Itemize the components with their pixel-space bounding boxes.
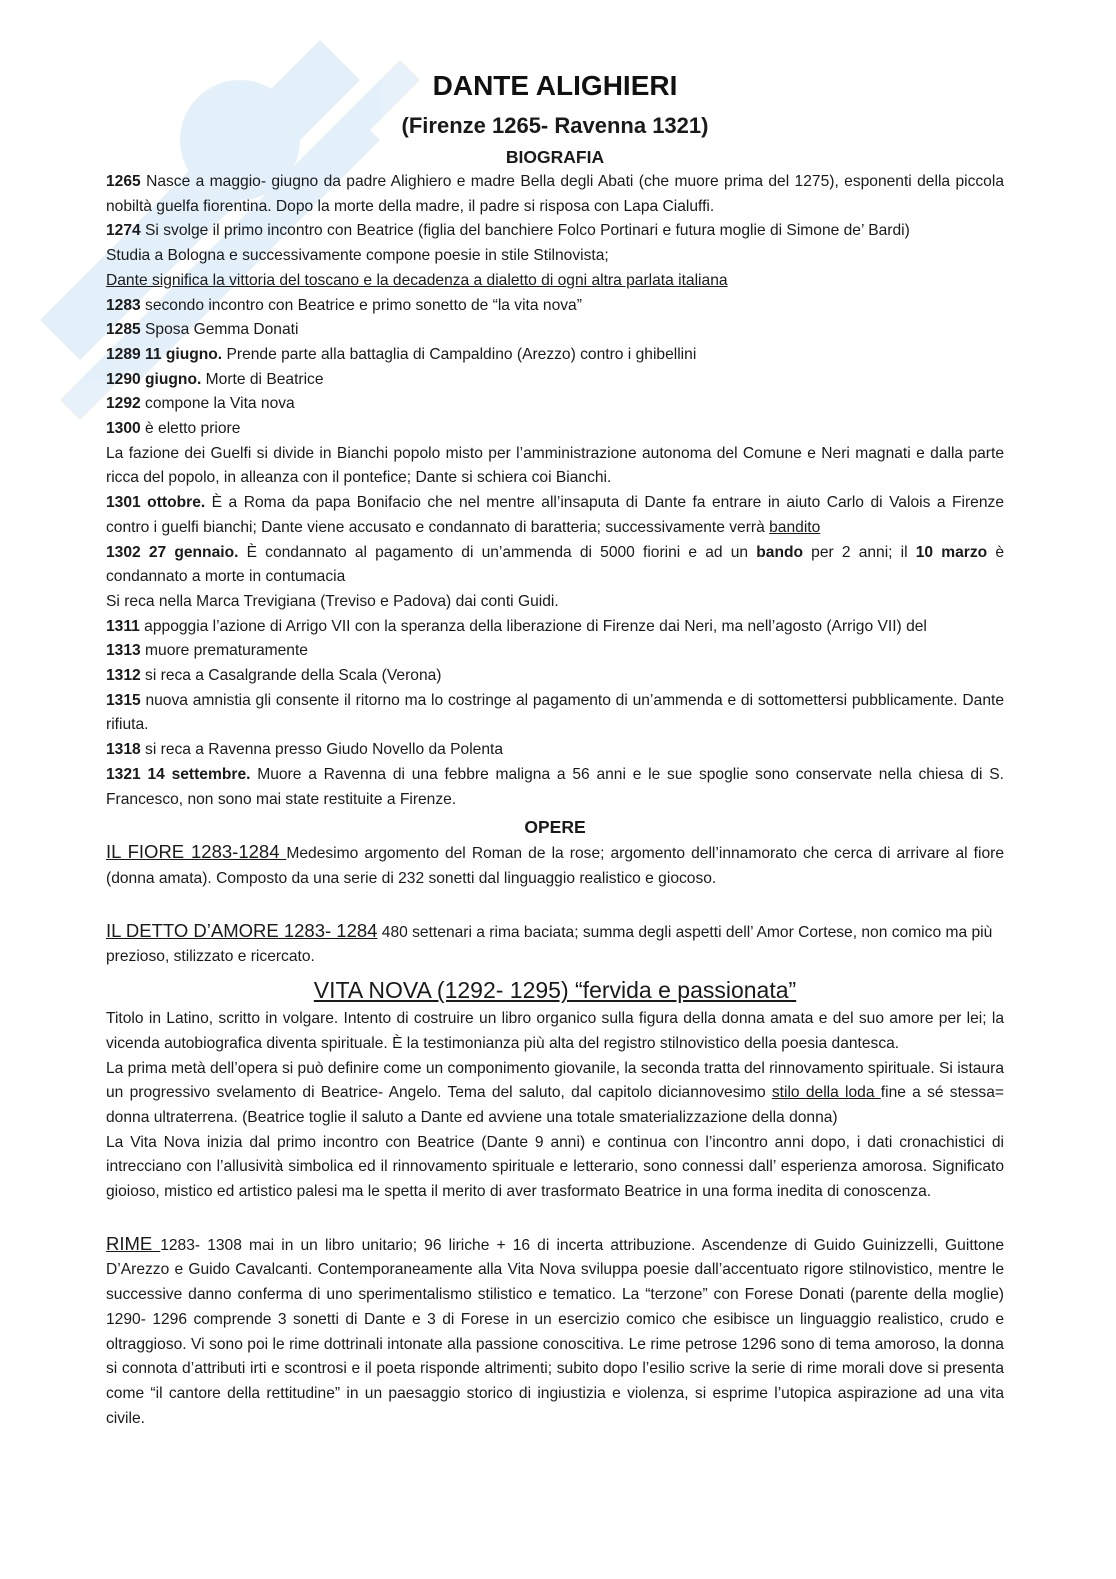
bio-entry: 1312 si reca a Casalgrande della Scala (Verona)	[106, 667, 442, 685]
bio-entry: 1318 si reca a Ravenna presso Giudo Novello da Polenta	[106, 741, 504, 759]
bio-entry: 1285 Sposa Gemma Donati	[106, 321, 299, 339]
bio-entry: 1301 ottobre. È a Roma da papa Bonifacio che nel mentre all’insaputa di Dante fa entrare in aiuto Carlo di Valois a Firenze contro i guelfi bianchi; Dante viene accusato e condannato di baratteria; successivamente verrà bandito	[106, 494, 1004, 536]
bio-entry: 1283 secondo incontro con Beatrice e primo sonetto de “la vita nova”	[106, 296, 582, 314]
vita-nova-title: VITA NOVA (1292- 1295) “fervida e passionata”	[313, 977, 797, 1004]
bio-entry-underlined: Dante significa la vittoria del toscano e la decadenza a dialetto di ogni altra parlata italiana	[106, 271, 728, 289]
bio-entry: 1300 è eletto priore	[106, 420, 241, 438]
opera-fiore-title: IL FIORE 1283-1284	[106, 841, 287, 863]
opera-detto-title: IL DETTO D’AMORE 1283- 1284	[106, 919, 378, 941]
vita-nova-p3: La Vita Nova inizia dal primo incontro con Beatrice (Dante 9 anni) e continua con l’incontro anni dopo, i dati cronachistici di intrecciano con l’allusività simbolica ed il rinnovamento spirituale e letterario, sono connessi dall’ esperienza amorosa. Significato gioioso, mistico ed artistico palesi ma le spetta il merito di aver trasformato Beatrice in una forma inedita di conoscenza.	[106, 1133, 1004, 1201]
opera-rime: RIME 1283- 1308 mai in un libro unitario; 96 liriche + 16 di incerta attribuzione. Ascendenze di Guido Guinizzelli, Guittone D’Arezzo e Guido Cavalcanti. Contemporaneamente alla Vita Nova sviluppa poesie dall’accentuato rigore stilnovistico, mentre le successive danno conferma di uno sperimentalismo stilistico e tematico. La “terzone” con Forese Donati (parente della moglie) 1290- 1296 comprende 3 sonetti di Dante e 3 di Forese in un esercizio comico che esibisce un linguaggio realistico, crudo e oltraggioso. Vi sono poi le rime dottrinali intonate alla passione conoscitiva. Le rime petrose 1296 sono di tema amoroso, la donna si connota d’attributi irti e scontrosi e il poeta risponde altrimenti; subito dopo l’esilio scrive la serie di rime morali dove si presenta come “il cantore della rettitudine” in un paesaggio storico di ingiustizia e violenza, si esprime l’utopica aspirazione ad una vita civile.	[106, 1232, 1004, 1427]
page-subtitle: (Firenze 1265- Ravenna 1321)	[401, 113, 709, 138]
bio-entry: Si reca nella Marca Trevigiana (Treviso e Padova) dai conti Guidi.	[106, 592, 559, 610]
bio-entry: La fazione dei Guelfi si divide in Bianchi popolo misto per l’amministrazione autonoma del Comune e Neri magnati e dalla parte ricca del popolo, in alleanza con il pontefice; Dante si schiera coi Bianchi.	[106, 444, 1004, 487]
bio-entry: 1313 muore prematuramente	[106, 642, 308, 660]
bio-entry: 1315 nuova amnistia gli consente il ritorno ma lo costringe al pagamento di un’ammenda e di sottomettersi pubblicamente. Dante rifiuta.	[106, 691, 1004, 734]
bio-entry: 1311 appoggia l’azione di Arrigo VII con la speranza della liberazione di Firenze dai Neri, ma nell’agosto (Arrigo VII) del	[106, 617, 927, 635]
vita-nova-p1: Titolo in Latino, scritto in volgare. Intento di costruire un libro organico sulla figura della donna amata e del suo amore per lei; la vicenda autobiografica diventa spirituale. È la testimonianza più alta del registro stilnovistico della poesia dantesca.	[106, 1010, 1004, 1052]
biografia-heading: BIOGRAFIA	[505, 147, 605, 167]
bio-entry: 1292 compone la Vita nova	[106, 395, 295, 413]
bio-entry: 1290 giugno. Morte di Beatrice	[106, 370, 324, 388]
opere-heading: OPERE	[524, 817, 586, 838]
bio-entry: 1289 11 giugno. Prende parte alla battaglia di Campaldino (Arezzo) contro i ghibellini	[106, 345, 697, 363]
bio-entry: 1302 27 gennaio. È condannato al pagamento di un’ammenda di 5000 fiorini e ad un bando per 2 anni; il 10 marzo è condannato a morte in contumacia	[106, 543, 1005, 586]
bio-entry: 1265 Nasce a maggio- giugno da padre Alighiero e madre Bella degli Abati (che muore prima del 1275), esponenti della piccola nobiltà guelfa fiorentina. Dopo la morte della madre, il padre si risposa con Lapa Cialuffi.	[106, 173, 1004, 215]
opera-detto: IL DETTO D’AMORE 1283- 1284 480 settenari a rima baciata; summa degli aspetti dell’ Amor Cortese, non comico ma più prezioso, stilizzato e ricercato.	[106, 919, 993, 966]
bio-entry: Studia a Bologna e successivamente compone poesie in stile Stilnovista;	[106, 247, 609, 265]
opera-fiore: IL FIORE 1283-1284 Medesimo argomento del Roman de la rose; argomento dell’innamorato che cerca di arrivare al fiore (donna amata). Composto da una serie di 232 sonetti dal linguaggio realistico e giocoso.	[106, 841, 1004, 887]
opera-rime-title: RIME	[106, 1232, 161, 1254]
bio-entry: 1321 14 settembre. Muore a Ravenna di una febbre maligna a 56 anni e le sue spoglie sono conservate nella chiesa di S. Francesco, non sono mai state restituite a Firenze.	[106, 765, 1004, 808]
bio-entry: 1274 Si svolge il primo incontro con Beatrice (figlia del banchiere Folco Portinari e futura moglie di Simone de’ Bardi)	[106, 222, 910, 240]
document-page	[106, 66, 1004, 1431]
biografia-section	[106, 170, 1004, 812]
page-title: DANTE ALIGHIERI	[432, 70, 678, 101]
vita-nova-p2: La prima metà dell’opera si può definire come un componimento giovanile, la seconda tratta del rinnovamento spirituale. Si istaura un progressivo svelamento di Beatrice- Angelo. Tema del saluto, dal capitolo diciannovesimo stilo della loda fine a sé stessa= donna ultraterrena. (Beatrice toglie il saluto a Dante ed avviene una totale smaterializzazione della donna)	[106, 1059, 1005, 1126]
